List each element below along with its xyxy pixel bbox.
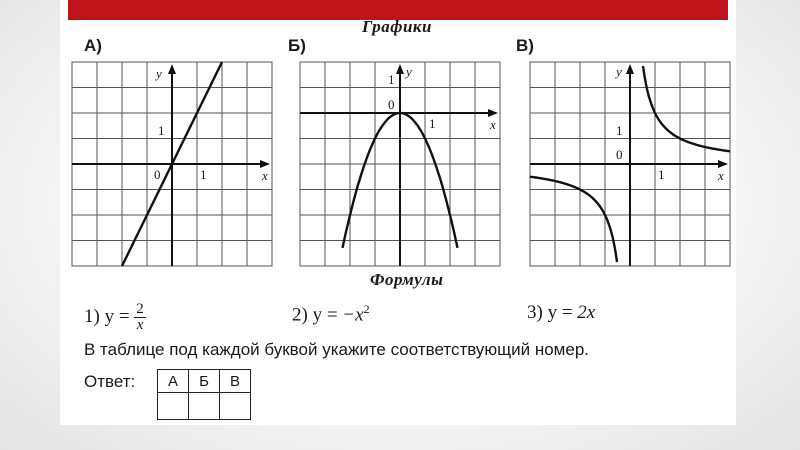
instruction-text: В таблице под каждой буквой укажите соответствующий номер. xyxy=(84,340,590,359)
answer-cell-c[interactable] xyxy=(220,393,251,420)
graph-a xyxy=(72,62,274,266)
formulas-heading: Формулы xyxy=(370,270,444,289)
graph-a-origin: 0 xyxy=(154,167,161,182)
formula-2-expr: −x xyxy=(342,304,364,326)
graph-c-y-arrow xyxy=(626,64,634,74)
formula-2-prefix: 2) y = xyxy=(292,304,338,326)
graph-b-y-label: y xyxy=(406,64,412,79)
answer-cell-a[interactable] xyxy=(158,393,189,420)
graph-b-x-arrow xyxy=(488,109,498,117)
formula-1 xyxy=(84,302,146,333)
graph-b-origin: 0 xyxy=(388,97,395,112)
graph-b xyxy=(300,62,502,266)
graph-c-x-arrow xyxy=(718,160,728,168)
graph-a-y-label: y xyxy=(156,66,162,81)
graph-a-x-arrow xyxy=(260,160,270,168)
graph-c-axes xyxy=(530,68,726,266)
answer-table xyxy=(157,369,251,420)
graph-c-tick-y1: 1 xyxy=(616,123,623,138)
answer-cell-b[interactable] xyxy=(189,393,220,420)
formula-1-numerator: 2 xyxy=(136,301,144,317)
graph-a-tick-x1: 1 xyxy=(200,167,207,182)
answer-header-c: В xyxy=(220,370,251,393)
graph-b-axes xyxy=(300,68,496,266)
answer-header-row xyxy=(158,370,251,393)
graph-b-y-arrow xyxy=(396,64,404,74)
formula-2 xyxy=(292,302,370,326)
formula-2-power: 2 xyxy=(363,302,370,316)
graph-a-y-arrow xyxy=(168,64,176,74)
formula-3-prefix: 3) y = xyxy=(527,302,573,323)
formula-3 xyxy=(527,302,595,324)
answer-label: Ответ: xyxy=(84,372,136,391)
graph-b-label: Б) xyxy=(288,36,306,55)
graph-b-tick-y1: 1 xyxy=(388,72,395,87)
graph-c-y-label: y xyxy=(616,64,622,79)
graph-b-tick-x1: 1 xyxy=(429,116,436,131)
answer-header-b: Б xyxy=(189,370,220,393)
formula-1-fraction xyxy=(134,302,146,333)
formula-1-denominator: x xyxy=(136,317,144,333)
formula-1-prefix: 1) y = xyxy=(84,305,130,327)
graph-a-tick-y1: 1 xyxy=(158,123,165,138)
graphs-heading: Графики xyxy=(362,17,432,36)
graph-b-x-label: x xyxy=(490,117,496,132)
graph-c-label: В) xyxy=(516,36,534,55)
graph-c-tick-x1: 1 xyxy=(658,167,665,182)
answer-header-a: А xyxy=(158,370,189,393)
graph-c xyxy=(530,62,732,266)
graph-c-origin: 0 xyxy=(616,147,623,162)
graph-c-x-label: x xyxy=(718,168,724,183)
formula-3-expr: 2x xyxy=(577,302,596,323)
answer-input-row xyxy=(158,393,251,420)
graph-a-label: А) xyxy=(84,36,102,55)
graph-a-x-label: x xyxy=(262,168,268,183)
